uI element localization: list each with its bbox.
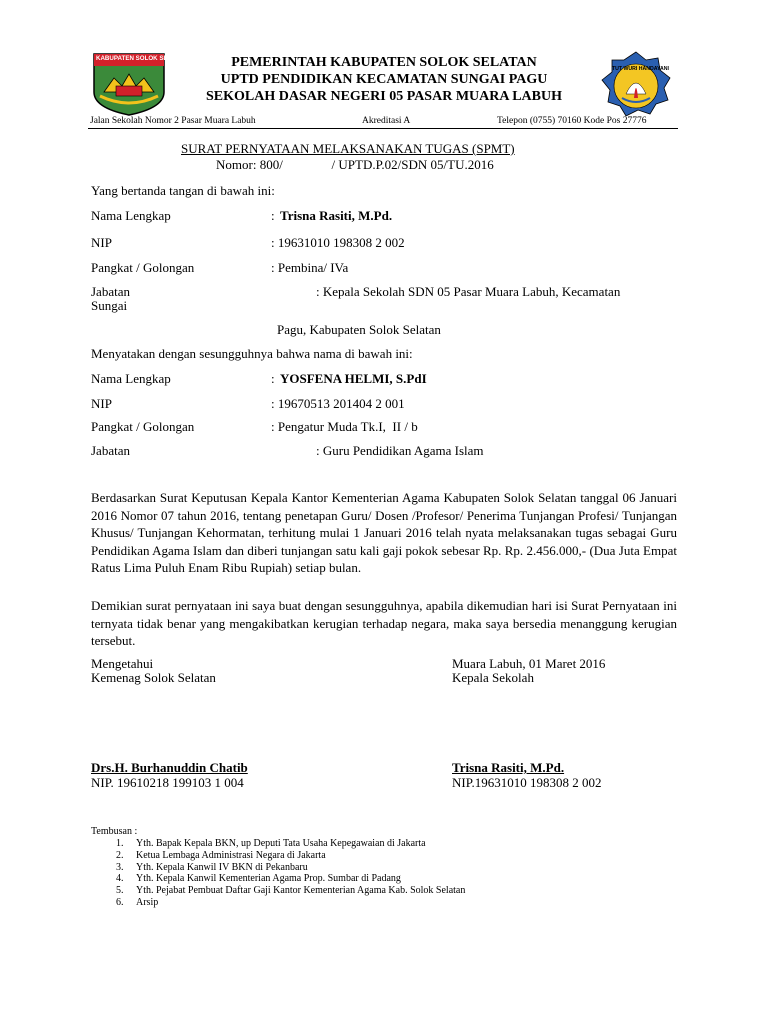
signer-intro: Yang bertanda tangan di bawah ini: (91, 183, 275, 198)
sign-right-name: Trisna Rasiti, M.Pd. (452, 760, 565, 775)
signer-position-value-cont: Pagu, Kabupaten Solok Selatan (277, 322, 441, 337)
cc-item-number: 3. (116, 861, 124, 873)
subject-name-label: Nama Lengkap (91, 371, 171, 386)
cc-item-number: 2. (116, 849, 124, 861)
subject-position-label: Jabatan (91, 443, 130, 458)
cc-item-number: 4. (116, 873, 124, 885)
letter-number: Nomor: 800/ / UPTD.P.02/SDN 05/TU.2016 (216, 157, 494, 172)
sign-left-line1: Mengetahui (91, 656, 154, 671)
sign-left-nip: NIP. 19610218 199103 1 004 (91, 775, 244, 790)
cc-item (116, 885, 596, 897)
cc-item-text: Arsip (136, 896, 159, 908)
tut-wuri-handayani-caption: TUT WURI HANDAYANI (612, 66, 669, 72)
letterhead-divider (88, 128, 678, 129)
letterhead-school: SEKOLAH DASAR NEGERI 05 PASAR MUARA LABUH (205, 89, 562, 104)
sign-right-line2: Kepala Sekolah (452, 670, 534, 685)
sign-left-name: Drs.H. Burhanuddin Chatib (91, 760, 248, 775)
signer-name-label: Nama Lengkap (91, 208, 171, 223)
cc-item (116, 862, 596, 874)
subject-name-colon: : (271, 371, 275, 386)
cc-item-text: Yth. Bapak Kepala BKN, up Deputi Tata Usaha Kepegawaian di Jakarta (136, 838, 426, 849)
subject-name-value: YOSFENA HELMI, S.PdI (280, 371, 427, 386)
kabupaten-logo-caption: KABUPATEN SOLOK SELATAN (96, 55, 188, 62)
signer-position-label: Jabatan (91, 284, 130, 299)
cc-item-number: 6. (116, 896, 124, 908)
cc-item (116, 838, 596, 850)
subject-rank-value: : Pengatur Muda Tk.I, II / b (271, 419, 418, 434)
cc-item-text: Ketua Lembaga Administrasi Negara di Jakarta (136, 849, 326, 861)
signer-nip-value: : 19631010 198308 2 002 (271, 235, 405, 250)
sign-left-line2: Kemenag Solok Selatan (91, 670, 216, 685)
subject-rank-label: Pangkat / Golongan (91, 419, 195, 434)
school-accreditation: Akreditasi A (362, 116, 411, 126)
letterhead-government: PEMERINTAH KABUPATEN SOLOK SELATAN (231, 55, 537, 70)
body-paragraph-statement: Demikian surat pernyataan ini saya buat dengan sesungguhnya, apabila dikemudian hari isi Surat Pernyataan ini ternyata tidak benar yang mengakibatkan kerugian terhadap negara, maka saya bersedia menanggung kerugian tersebut. (91, 598, 677, 649)
sign-right-line1: Muara Labuh, 01 Maret 2016 (452, 656, 606, 671)
cc-item (116, 897, 596, 909)
body-paragraph-decision: Berdasarkan Surat Keputusan Kepala Kantor Kementerian Agama Kabupaten Solok Selatan tanggal 06 Januari 2016 Nomor 07 tahun 2016, tentang penetapan Guru/ Dosen /Profesor/ Penerima Tunjangan Profesi/ Tunjangan Khusus/ Tunjangan Kehormatan, terhitung mulai 1 Januari 2016 telah nyata melaksanakan tugas sebagai Guru Pendidikan Agama Islam dan diberi tunjangan satu kali gaji pokok sebesar Rp. Rp. 2.456.000,- (Dua Juta Empat Ratus Lima Puluh Enam Ribu Rupiah) setiap bulan. (91, 490, 677, 576)
subject-nip-label: NIP (91, 396, 112, 411)
cc-item (116, 873, 596, 885)
signer-position-label-cont: Sungai (91, 298, 128, 313)
cc-item-number: 1. (116, 838, 124, 849)
cc-item-text: Yth. Kepala Kanwil Kementerian Agama Prop. Sumbar di Padang (136, 873, 401, 885)
cc-item (116, 850, 596, 862)
signer-rank-value: : Pembina/ IVa (271, 260, 349, 275)
cc-label: Tembusan : (91, 826, 138, 837)
cc-item-text: Yth. Kepala Kanwil IV BKN di Pekanbaru (136, 861, 308, 873)
signer-rank-label: Pangkat / Golongan (91, 260, 195, 275)
cc-item-text: Yth. Pejabat Pembuat Daftar Gaji Kantor Kementerian Agama Kab. Solok Selatan (136, 885, 466, 897)
sign-right-nip: NIP.19631010 198308 2 002 (452, 775, 602, 790)
cc-item-number: 5. (116, 885, 124, 897)
subject-position-value: : Guru Pendidikan Agama Islam (316, 443, 484, 458)
school-phone: Telepon (0755) 70160 Kode Pos 27776 (497, 116, 647, 126)
signer-name-colon: : (271, 208, 275, 223)
signer-nip-label: NIP (91, 235, 112, 250)
cc-list (116, 838, 596, 909)
subject-nip-value: : 19670513 201404 2 001 (271, 396, 405, 411)
signer-position-value: : Kepala Sekolah SDN 05 Pasar Muara Labuh, Kecamatan (316, 284, 621, 299)
subject-intro: Menyatakan dengan sesungguhnya bahwa nama di bawah ini: (91, 346, 413, 361)
letter-title: SURAT PERNYATAAN MELAKSANAKAN TUGAS (SPMT) (181, 141, 515, 156)
signer-name-value: Trisna Rasiti, M.Pd. (280, 208, 393, 223)
letterhead-agency: UPTD PENDIDIKAN KECAMATAN SUNGAI PAGU (220, 72, 548, 87)
school-address: Jalan Sekolah Nomor 2 Pasar Muara Labuh (90, 116, 256, 126)
